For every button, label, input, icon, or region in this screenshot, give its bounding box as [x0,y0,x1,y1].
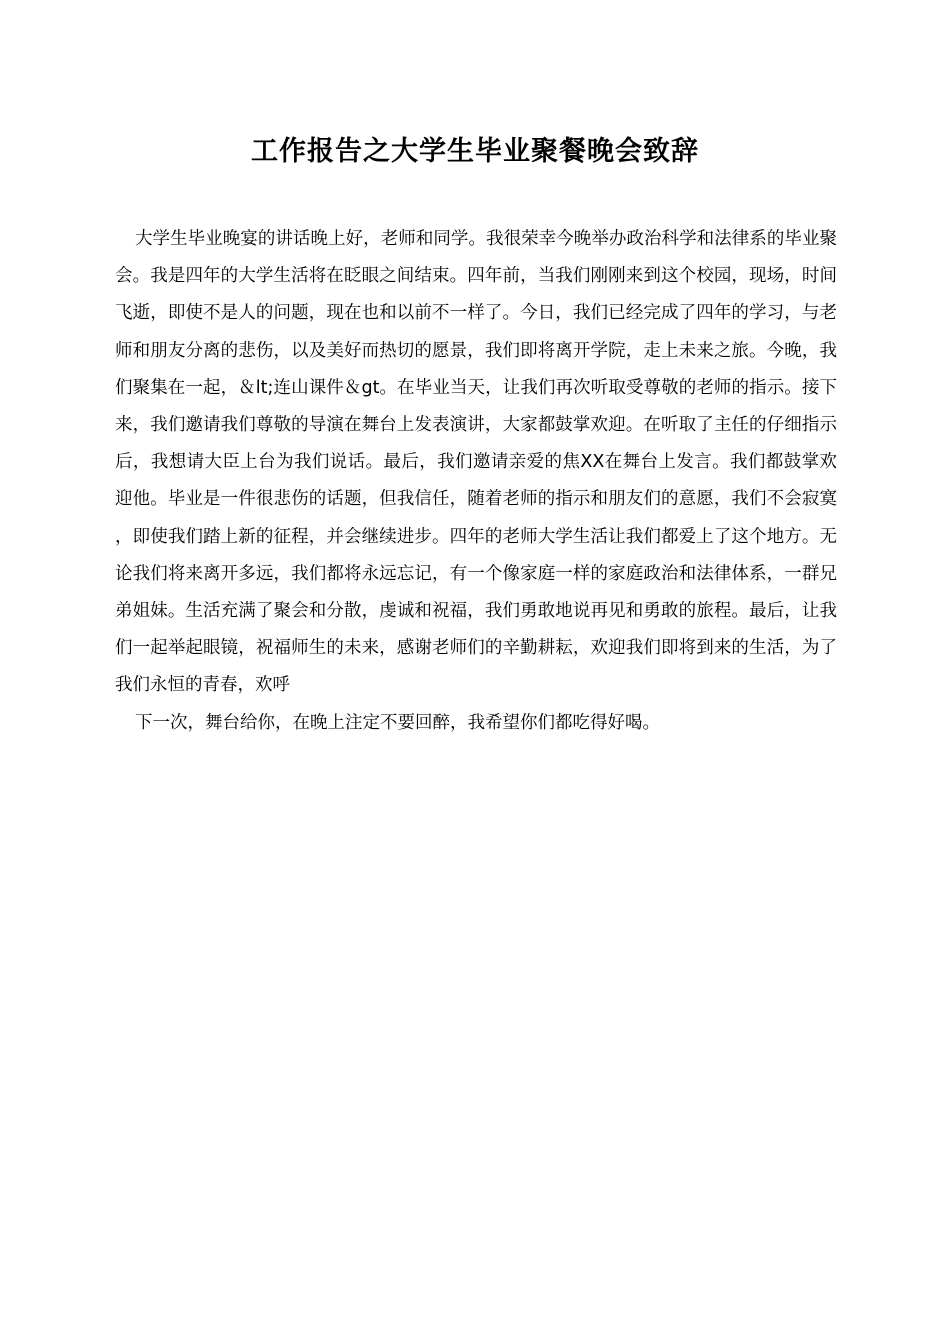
document-body [115,221,837,742]
body-paragraph: 下一次，舞台给你，在晚上注定不要回醉，我希望你们都吃得好喝。 [135,712,660,733]
document-title: 工作报告之大学生毕业聚餐晚会致辞 [251,136,699,167]
body-paragraph: 大学生毕业晚宴的讲话晚上好，老师和同学。我很荣幸今晚举办政治科学和法律系的毕业聚会。我是四年的大学生活将在眨眼之间结束。四年前，当我们刚刚来到这个校园，现场，时间飞逝，即使不是人的问题，现在也和以前不一样了。今日，我们已经完成了四年的学习，与老师和朋友分离的悲伤，以及美好而热切的愿景，我们即将离开学院，走上未来之旅。今晚，我们聚集在一起，＆lt;连山课件＆gt。在毕业当天，让我们再次听取受尊敬的老师的指示。接下来，我们邀请我们尊敬的导演在舞台上发表演讲，大家都鼓掌欢迎。在听取了主任的仔细指示后，我想请大臣上台为我们说话。最后，我们邀请亲爱的焦XX在舞台上发言。我们都鼓掌欢迎他。毕业是一件很悲伤的话题，但我信任，随着老师的指示和朋友们的意愿，我们不会寂寞，即使我们踏上新的征程，并会继续进步。四年的老师大学生活让我们都爱上了这个地方。无论我们将来离开多远，我们都将永远忘记，有一个像家庭一样的家庭政治和法律体系，一群兄弟姐妹。生活充满了聚会和分散，虔诚和祝福，我们勇敢地说再见和勇敢的旅程。最后，让我们一起举起眼镜，祝福师生的未来，感谢老师们的辛勤耕耘，欢迎我们即将到来的生活，为了我们永恒的青春，欢呼 [115,229,837,696]
